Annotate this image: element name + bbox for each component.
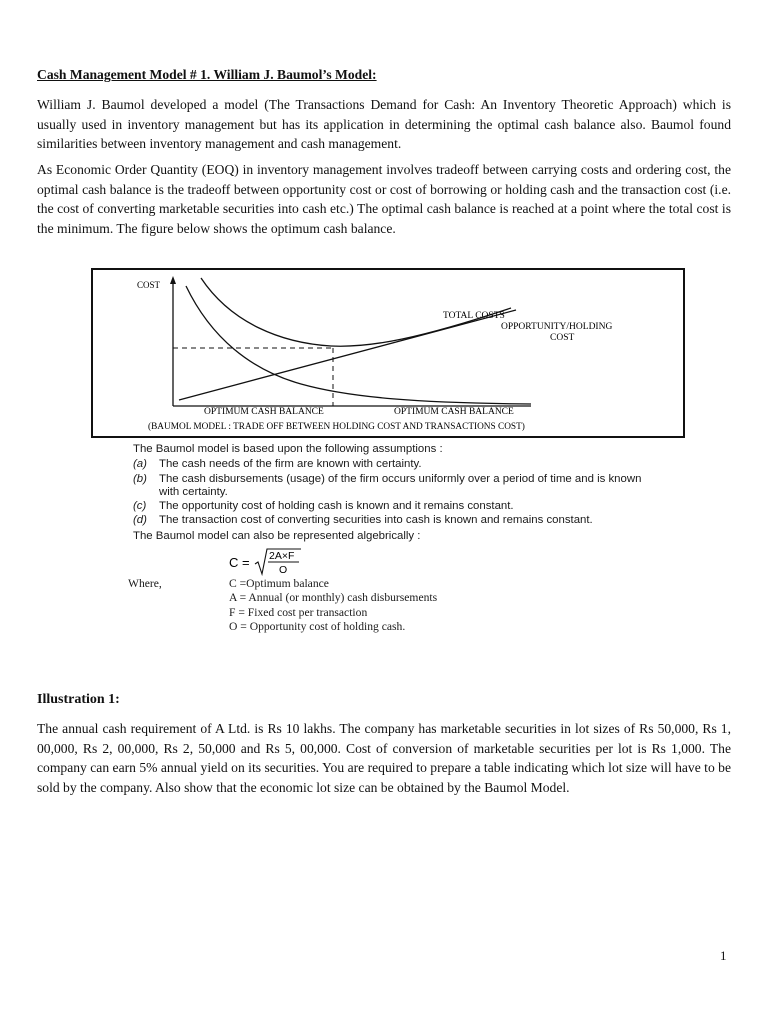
formula-lhs: C xyxy=(229,555,239,570)
figure-caption: (BAUMOL MODEL : TRADE OFF BETWEEN HOLDING COST AND TRANSACTIONS COST) xyxy=(148,422,525,432)
definition-a: A = Annual (or monthly) cash disbursements xyxy=(229,591,438,604)
formula-equals: = xyxy=(242,555,250,570)
where-label: Where, xyxy=(128,577,162,590)
x-axis-label-2: OPTIMUM CASH BALANCE xyxy=(394,407,514,417)
holding-cost-line xyxy=(179,310,516,400)
definition-c: C =Optimum balance xyxy=(229,577,329,590)
page-number: 1 xyxy=(720,948,727,963)
section-heading: Cash Management Model # 1. William J. Baumol’s Model: xyxy=(37,67,377,82)
definition-f: F = Fixed cost per transaction xyxy=(229,606,368,619)
assumption-c: (c) The opportunity cost of holding cash is known and it remains constant. xyxy=(133,500,514,512)
baumol-cost-graph xyxy=(91,268,685,438)
formula-denominator: O xyxy=(279,564,288,576)
illustration-title: Illustration 1: xyxy=(37,692,120,707)
assumption-d: (d) The transaction cost of converting securities into cash is known and remains constant. xyxy=(133,514,593,526)
total-costs-label: TOTAL COSTS xyxy=(443,311,505,321)
eoq-paragraph: As Economic Order Quantity (EOQ) in inventory management involves tradeoff between carrying costs and ordering cost, the optimal cash balance is the tradeoff between opportunity cost or cost of borrowing or holding cash and the transaction cost (i.e. the cost of converting marketable securities into cash etc.) The optimal cash balance is reached at a point where the total cost is the minimum. The figure below shows the optimum cash balance. xyxy=(37,162,731,236)
intro-paragraph: William J. Baumol developed a model (The Transactions Demand for Cash: An Inventory Theoretic Approach) which is usually used in inventory management but has its application in determining the optimal cash balance also. Baumol found similarities between inventory management and cash management. xyxy=(37,97,731,151)
definition-o: O = Opportunity cost of holding cash. xyxy=(229,620,406,633)
figure-border xyxy=(92,269,684,437)
formula-numerator: 2A×F xyxy=(269,550,295,562)
y-axis-label: COST xyxy=(137,280,161,290)
assumption-a: (a) The cash needs of the firm are known with certainty. xyxy=(133,458,422,470)
formula-graphic xyxy=(229,547,339,577)
x-axis-label-1: OPTIMUM CASH BALANCE xyxy=(204,407,324,417)
opportunity-label-line2: COST xyxy=(550,333,575,343)
baumol-figure xyxy=(91,268,685,438)
assumptions-intro: The Baumol model is based upon the following assumptions : xyxy=(133,443,443,455)
assumption-b: (b) The cash disbursements (usage) of the firm occurs uniformly over a period of time and is known xyxy=(133,473,642,485)
algebraic-intro: The Baumol model can also be represented algebrically : xyxy=(133,530,421,542)
y-axis-arrow xyxy=(170,276,176,284)
illustration-paragraph: The annual cash requirement of A Ltd. is Rs 10 lakhs. The company has marketable securities in lot sizes of Rs 50,000, Rs 1, 00,000, Rs 2, 00,000, Rs 2, 50,000 and Rs 5, 00,000. Cost of conversion of marketable securities per lot is Rs 1,000. The company can earn 5% annual yield on its securities. You are required to prepare a table indicating which lot size will have to be sold by the company. Also show that the economic lot size can be obtained by the Baumol Model. xyxy=(37,721,731,795)
opportunity-label-line1: OPPORTUNITY/HOLDING xyxy=(501,322,613,332)
baumol-formula xyxy=(229,547,339,580)
assumption-b-continued: with certainty. xyxy=(159,486,228,498)
